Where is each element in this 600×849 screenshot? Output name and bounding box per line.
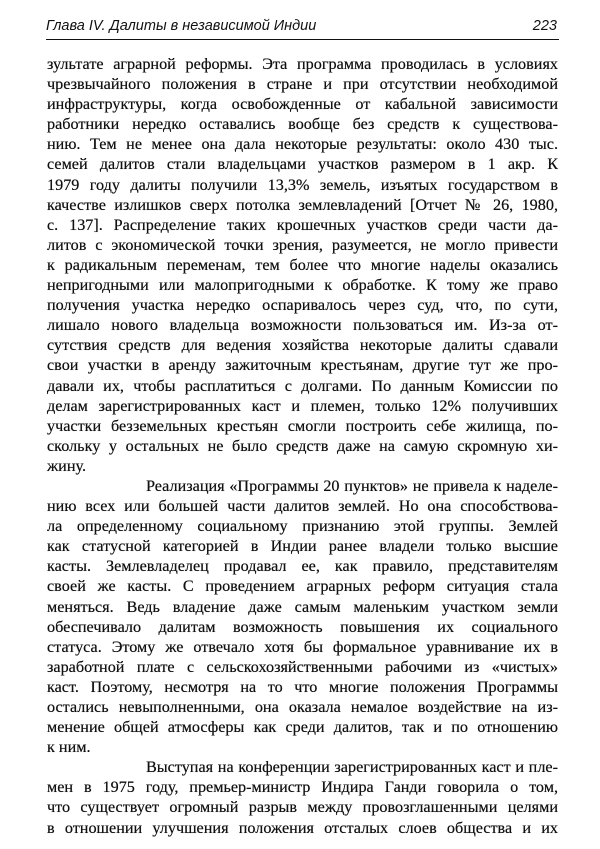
text-line: своей же касты. С проведением аграрных реформ ситуация стала (47, 577, 558, 596)
text-line: к ним. (47, 738, 91, 757)
text-line: участки безземельных крестьян смогли построить себе жилища, по- (47, 416, 558, 435)
text-line: 1979 году далиты получили 13,3% земель, изъятых государством в (47, 175, 558, 194)
text-line: касты. Землевладелец продавал ее, как правило, представителям (47, 557, 558, 576)
text-line: с. 137]. Распределение таких крошечных участков среди части да- (47, 215, 558, 234)
text-line: Выступая на конференции зарегистрированных каст и пле- (146, 758, 558, 777)
text-line: ла определенному социальному признанию этой группы. Землей (47, 517, 558, 536)
text-line: литов с экономической точки зрения, разумеется, не могло привести (47, 235, 558, 254)
text-line: как статусной категорией в Индии ранее владели только высшие (47, 537, 558, 556)
paragraph (47, 757, 558, 837)
text-line: жину. (47, 456, 87, 475)
paragraph (47, 476, 558, 757)
text-line: делам зарегистрированных каст и племен, только 12% получивших (47, 396, 558, 415)
text-line: меняться. Ведь владение даже самым маленьким участком земли (47, 597, 558, 616)
running-header (46, 15, 559, 40)
text-line: остались невыполненными, она оказала немалое воздействие на из- (47, 698, 558, 716)
text-line: лишало нового владельца возможности пользоваться им. Из-за от- (47, 316, 558, 335)
text-line: получения участка нередко оспаривалось через суд, что, по сути, (47, 296, 558, 315)
text-line: чрезвычайного положения в стране и при отсутствии необходимой (47, 75, 558, 94)
text-line: давали их, чтобы расплатиться с долгами. По данным Комиссии по (47, 376, 558, 395)
text-line: зультате аграрной реформы. Эта программа проводилась в условиях (47, 55, 558, 73)
text-line: заработной плате с сельскохозяйственными рабочими из «чистых» (47, 657, 558, 676)
text-line: мен в 1975 году, премьер-министр Индира Ганди говорила о том, (47, 778, 558, 797)
text-line: каст. Поэтому, несмотря на то что многие положения Программы (47, 677, 558, 696)
text-line: качестве излишков сверх потолка землевладений [Отчет № 26, 1980, (47, 195, 558, 214)
text-line: инфраструктуры, когда освобожденные от кабальной зависимости (47, 95, 558, 114)
text-line: скольку у остальных не было средств даже на самую скромную хи- (47, 436, 558, 455)
page-body-text (47, 54, 558, 838)
text-line: менение общей атмосферы как среди далитов, так и по отношению (47, 718, 558, 737)
text-line: семей далитов стали владельцами участков размером в 1 акр. К (47, 155, 558, 174)
text-line: статуса. Этому же отвечало хотя бы формальное уравнивание их в (47, 637, 558, 656)
text-line: к радикальным переменам, тем более что многие наделы оказались (47, 255, 558, 274)
text-line: нию всех или большей части далитов землей. Но она способствова- (47, 497, 558, 516)
text-line: нию. Тем не менее она дала некоторые результаты: около 430 тыс. (47, 135, 558, 154)
text-line: обеспечивало далитам возможность повышения их социального (47, 617, 558, 636)
paragraph (47, 54, 558, 476)
text-line: что существует огромный разрыв между провозглашенными целями (47, 798, 558, 817)
text-line: Реализация «Программы 20 пунктов» не привела к наделе- (146, 476, 558, 495)
text-line: в отношении улучшения положения отсталых слоев общества и их (47, 818, 558, 837)
page-number: 223 (532, 18, 557, 34)
chapter-title: Глава IV. Далиты в независимой Индии (46, 18, 317, 34)
text-line: сутствия средств для ведения хозяйства некоторые далиты сдавали (47, 336, 558, 355)
text-line: непригодными или малопригодными к обработке. К тому же право (47, 276, 558, 295)
text-line: свои участки в аренду зажиточным крестьянам, другие тут же про- (47, 356, 558, 375)
text-line: работники нередко оставались вообще без средств к существова- (47, 115, 558, 134)
